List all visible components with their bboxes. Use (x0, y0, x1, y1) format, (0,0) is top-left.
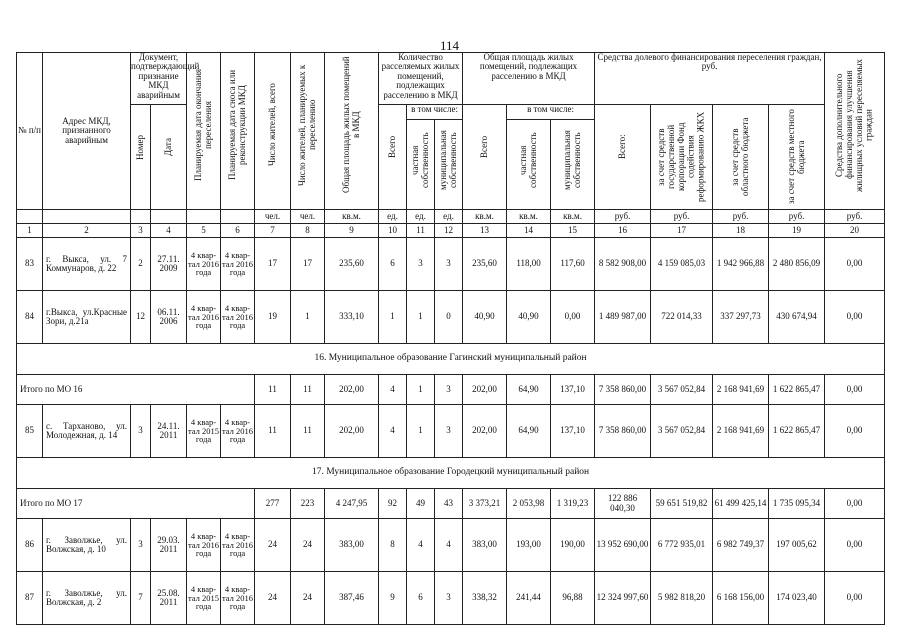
total-cell-col9: 202,00 (325, 375, 379, 405)
header-funds-fund: за счет средств государственной корпорации Фонд содействия реформированию ЖКХ (651, 105, 713, 210)
unit-cell-13: кв.м. (463, 210, 507, 224)
column-number-9: 9 (325, 224, 379, 238)
cell-col16: 8 582 908,00 (595, 238, 651, 291)
cell-col12: 4 (435, 519, 463, 572)
total-cell-col8: 223 (291, 489, 325, 519)
header-total-area: Общая площадь жилых помещений в МКД (325, 53, 379, 210)
total-cell-col19: 1 622 865,47 (769, 375, 825, 405)
cell-col20: 0,00 (825, 405, 885, 458)
cell-col4: 27.11. 2009 (151, 238, 187, 291)
cell-col9: 333,10 (325, 291, 379, 344)
cell-col15: 0,00 (551, 291, 595, 344)
unit-cell-6 (221, 210, 255, 224)
section-title: 16. Муниципальное образование Гагинский муниципальный район (17, 344, 885, 375)
header-number: № п/п (17, 53, 43, 210)
cell-col8: 1 (291, 291, 325, 344)
total-cell-col17: 3 567 052,84 (651, 375, 713, 405)
total-cell-col16: 7 358 860,00 (595, 375, 651, 405)
unit-cell-2 (43, 210, 131, 224)
unit-cell-19: руб. (769, 210, 825, 224)
header-residents-resettled: Число жителей, планируемых к переселению (291, 53, 325, 210)
column-number-5: 5 (187, 224, 221, 238)
cell-col12: 3 (435, 572, 463, 625)
header-rooms-municipal: муниципальная собственность (435, 120, 463, 210)
cell-col4: 25.08. 2011 (151, 572, 187, 625)
cell-col8: 17 (291, 238, 325, 291)
resettlement-table (16, 52, 885, 625)
unit-cell-3 (131, 210, 151, 224)
cell-col2: г.Выкса, ул.Красные Зори, д.21а (43, 291, 131, 344)
total-cell-col15: 137,10 (551, 375, 595, 405)
cell-col10: 8 (379, 519, 407, 572)
total-cell-col17: 59 651 519,82 (651, 489, 713, 519)
cell-col9: 235,60 (325, 238, 379, 291)
table-row (17, 405, 885, 458)
cell-col16: 7 358 860,00 (595, 405, 651, 458)
header-planned-demolition: Планируемая дата сноса или реконструкции МКД (221, 53, 255, 210)
unit-cell-1 (17, 210, 43, 224)
cell-col8: 24 (291, 519, 325, 572)
total-cell-col10: 92 (379, 489, 407, 519)
cell-col18: 6 168 156,00 (713, 572, 769, 625)
cell-col10: 4 (379, 405, 407, 458)
unit-cell-5 (187, 210, 221, 224)
column-number-7: 7 (255, 224, 291, 238)
cell-col11: 6 (407, 572, 435, 625)
header-doc-number: Номер (131, 105, 151, 210)
section-title: 17. Муниципальное образование Городецкий муниципальный район (17, 458, 885, 489)
cell-col1: 83 (17, 238, 43, 291)
section-header-row (17, 344, 885, 375)
cell-col3: 3 (131, 519, 151, 572)
cell-col2: г. Заволжье, ул. Волжская, д. 10 (43, 519, 131, 572)
cell-col11: 3 (407, 238, 435, 291)
cell-col12: 0 (435, 291, 463, 344)
cell-col13: 235,60 (463, 238, 507, 291)
total-cell-col10: 4 (379, 375, 407, 405)
column-numbers-row (17, 224, 885, 238)
cell-col18: 6 982 749,37 (713, 519, 769, 572)
unit-cell-10: ед. (379, 210, 407, 224)
cell-col2: с. Тарханово, ул. Молодежная, д. 14 (43, 405, 131, 458)
cell-col6: 4 квар-тал 2016 года (221, 238, 255, 291)
unit-cell-8: чел. (291, 210, 325, 224)
header-area-total: Всего (463, 105, 507, 210)
cell-col20: 0,00 (825, 291, 885, 344)
unit-cell-9: кв.м. (325, 210, 379, 224)
cell-col17: 3 567 052,84 (651, 405, 713, 458)
cell-col8: 24 (291, 572, 325, 625)
header-rooms-private: частная собственность (407, 120, 435, 210)
header-rooms-group: Количество расселяемых жилых помещений, подлежащих расселению в МКД (379, 53, 463, 105)
column-number-20: 20 (825, 224, 885, 238)
cell-col18: 1 942 966,88 (713, 238, 769, 291)
total-cell-col8: 11 (291, 375, 325, 405)
cell-col8: 11 (291, 405, 325, 458)
cell-col6: 4 квар-тал 2016 года (221, 572, 255, 625)
cell-col3: 7 (131, 572, 151, 625)
cell-col4: 29.03. 2011 (151, 519, 187, 572)
cell-col13: 202,00 (463, 405, 507, 458)
header-rooms-incl: в том числе: (407, 105, 463, 120)
cell-col3: 3 (131, 405, 151, 458)
total-cell-col11: 49 (407, 489, 435, 519)
column-number-3: 3 (131, 224, 151, 238)
cell-col15: 117,60 (551, 238, 595, 291)
cell-col9: 202,00 (325, 405, 379, 458)
cell-col20: 0,00 (825, 238, 885, 291)
cell-col18: 2 168 941,69 (713, 405, 769, 458)
total-cell-col18: 2 168 941,69 (713, 375, 769, 405)
cell-col17: 5 982 818,20 (651, 572, 713, 625)
table-row (17, 519, 885, 572)
cell-col10: 6 (379, 238, 407, 291)
total-cell-col20: 0,00 (825, 375, 885, 405)
cell-col7: 17 (255, 238, 291, 291)
total-cell-col19: 1 735 095,34 (769, 489, 825, 519)
cell-col5: 4 квар-тал 2016 года (187, 291, 221, 344)
units-row (17, 210, 885, 224)
header-area-municipal: муниципальная собственность (551, 120, 595, 210)
cell-col6: 4 квар-тал 2016 года (221, 405, 255, 458)
total-cell-col13: 3 373,21 (463, 489, 507, 519)
cell-col3: 12 (131, 291, 151, 344)
cell-col14: 64,90 (507, 405, 551, 458)
cell-col17: 4 159 085,03 (651, 238, 713, 291)
column-number-10: 10 (379, 224, 407, 238)
cell-col19: 174 023,40 (769, 572, 825, 625)
header-area-incl: в том числе: (507, 105, 595, 120)
total-cell-col20: 0,00 (825, 489, 885, 519)
cell-col15: 96,88 (551, 572, 595, 625)
cell-col16: 1 489 987,00 (595, 291, 651, 344)
column-number-6: 6 (221, 224, 255, 238)
total-label: Итого по МО 16 (17, 375, 255, 405)
column-number-15: 15 (551, 224, 595, 238)
cell-col18: 337 297,73 (713, 291, 769, 344)
total-cell-col7: 11 (255, 375, 291, 405)
column-number-18: 18 (713, 224, 769, 238)
unit-cell-7: чел. (255, 210, 291, 224)
cell-col7: 19 (255, 291, 291, 344)
table-row (17, 238, 885, 291)
cell-col11: 1 (407, 405, 435, 458)
cell-col4: 24.11. 2011 (151, 405, 187, 458)
cell-col20: 0,00 (825, 572, 885, 625)
cell-col3: 2 (131, 238, 151, 291)
cell-col14: 118,00 (507, 238, 551, 291)
page-number: 114 (440, 38, 460, 53)
cell-col11: 4 (407, 519, 435, 572)
unit-cell-16: руб. (595, 210, 651, 224)
column-number-19: 19 (769, 224, 825, 238)
cell-col1: 84 (17, 291, 43, 344)
cell-col14: 193,00 (507, 519, 551, 572)
unit-cell-11: ед. (407, 210, 435, 224)
total-cell-col7: 277 (255, 489, 291, 519)
header-funds-regional: за счет средств областного бюджета (713, 105, 769, 210)
header-planned-end: Планируемая дата окончания переселения (187, 53, 221, 210)
unit-cell-14: кв.м. (507, 210, 551, 224)
section-header-row (17, 458, 885, 489)
cell-col13: 338,32 (463, 572, 507, 625)
unit-cell-20: руб. (825, 210, 885, 224)
total-cell-col11: 1 (407, 375, 435, 405)
column-number-11: 11 (407, 224, 435, 238)
column-number-4: 4 (151, 224, 187, 238)
cell-col13: 383,00 (463, 519, 507, 572)
total-row (17, 375, 885, 405)
header-rooms-total: Всего (379, 105, 407, 210)
column-number-16: 16 (595, 224, 651, 238)
cell-col5: 4 квар-тал 2015 года (187, 572, 221, 625)
cell-col17: 722 014,33 (651, 291, 713, 344)
cell-col10: 9 (379, 572, 407, 625)
cell-col10: 1 (379, 291, 407, 344)
header-area-private: частная собственность (507, 120, 551, 210)
cell-col2: г. Выкса, ул. 7 Коммунаров, д. 22 (43, 238, 131, 291)
column-number-17: 17 (651, 224, 713, 238)
cell-col4: 06.11. 2006 (151, 291, 187, 344)
cell-col9: 387,46 (325, 572, 379, 625)
cell-col6: 4 квар-тал 2016 года (221, 519, 255, 572)
total-label: Итого по МО 17 (17, 489, 255, 519)
header-address: Адрес МКД, признанного аварийным (43, 53, 131, 210)
header-doc-date: Дата (151, 105, 187, 210)
header-area-group: Общая площадь жилых помещений, подлежащих расселению в МКД (463, 53, 595, 105)
cell-col19: 2 480 856,09 (769, 238, 825, 291)
header-document-group: Документ, подтверждающий признание МКД аварийным (131, 53, 187, 105)
cell-col2: г. Заволжье, ул. Волжская, д. 2 (43, 572, 131, 625)
total-cell-col14: 2 053,98 (507, 489, 551, 519)
column-number-8: 8 (291, 224, 325, 238)
cell-col13: 40,90 (463, 291, 507, 344)
unit-cell-15: кв.м. (551, 210, 595, 224)
cell-col7: 24 (255, 572, 291, 625)
column-number-14: 14 (507, 224, 551, 238)
cell-col7: 24 (255, 519, 291, 572)
total-cell-col16: 122 886 040,30 (595, 489, 651, 519)
cell-col11: 1 (407, 291, 435, 344)
header-funds-group: Средства долевого финансирования переселения граждан, руб. (595, 53, 825, 105)
cell-col14: 241,44 (507, 572, 551, 625)
cell-col14: 40,90 (507, 291, 551, 344)
table-row (17, 572, 885, 625)
cell-col19: 430 674,94 (769, 291, 825, 344)
cell-col19: 197 005,62 (769, 519, 825, 572)
cell-col16: 12 324 997,60 (595, 572, 651, 625)
total-cell-col18: 61 499 425,14 (713, 489, 769, 519)
cell-col15: 137,10 (551, 405, 595, 458)
table-body (17, 238, 885, 625)
cell-col9: 383,00 (325, 519, 379, 572)
header-residents-total: Число жителей, всего (255, 53, 291, 210)
cell-col1: 85 (17, 405, 43, 458)
unit-cell-17: руб. (651, 210, 713, 224)
cell-col1: 87 (17, 572, 43, 625)
column-number-13: 13 (463, 224, 507, 238)
cell-col16: 13 952 690,00 (595, 519, 651, 572)
header-additional-funding: Средства дополнительного финансирования улучшения жилищных условий переселяемых граждан (825, 53, 885, 210)
header-funds-total: Всего: (595, 105, 651, 210)
header-funds-local: за счет средств местного бюджета (769, 105, 825, 210)
cell-col7: 11 (255, 405, 291, 458)
total-cell-col14: 64,90 (507, 375, 551, 405)
total-row (17, 489, 885, 519)
cell-col17: 6 772 935,01 (651, 519, 713, 572)
total-cell-col12: 3 (435, 375, 463, 405)
cell-col5: 4 квар-тал 2016 года (187, 519, 221, 572)
column-number-12: 12 (435, 224, 463, 238)
unit-cell-12: ед. (435, 210, 463, 224)
column-number-1: 1 (17, 224, 43, 238)
cell-col6: 4 квар-тал 2016 года (221, 291, 255, 344)
total-cell-col13: 202,00 (463, 375, 507, 405)
cell-col20: 0,00 (825, 519, 885, 572)
unit-cell-4 (151, 210, 187, 224)
cell-col5: 4 квар-тал 2016 года (187, 238, 221, 291)
total-cell-col12: 43 (435, 489, 463, 519)
unit-cell-18: руб. (713, 210, 769, 224)
cell-col5: 4 квар-тал 2015 года (187, 405, 221, 458)
table-row (17, 291, 885, 344)
cell-col12: 3 (435, 405, 463, 458)
total-cell-col9: 4 247,95 (325, 489, 379, 519)
cell-col12: 3 (435, 238, 463, 291)
column-number-2: 2 (43, 224, 131, 238)
cell-col19: 1 622 865,47 (769, 405, 825, 458)
cell-col1: 86 (17, 519, 43, 572)
cell-col15: 190,00 (551, 519, 595, 572)
total-cell-col15: 1 319,23 (551, 489, 595, 519)
